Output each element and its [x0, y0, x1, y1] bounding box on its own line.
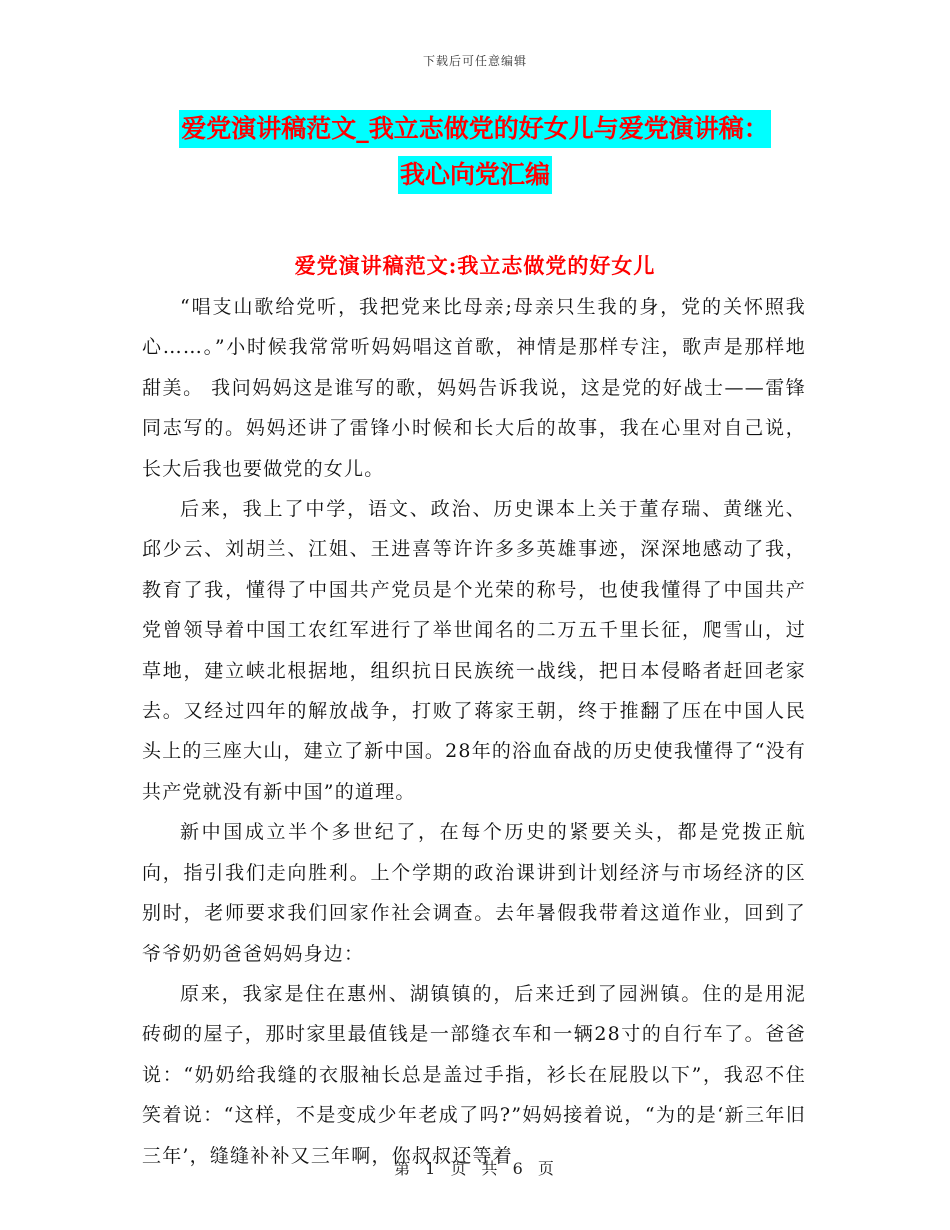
document-title-line-2: 我心向党汇编	[398, 156, 552, 194]
paragraph: “唱支山歌给党听，我把党来比母亲;母亲只生我的身，党的关怀照我心……。”小时候我常常听妈妈唱这首歌，神情是那样专注，歌声是那样地甜美。 我问妈妈这是谁写的歌，妈妈告诉我说，这是党的好战士——雷锋同志写的。妈妈还讲了雷锋小时候和长大后的故事，我在心里对自己说，长大后我也要做党的女儿。	[142, 296, 806, 480]
section-title: 爱党演讲稿范文:我立志做党的好女儿	[294, 253, 656, 278]
page-footer: 第 1 页 共 6 页	[394, 1159, 556, 1178]
paragraph: 后来，我上了中学，语文、政治、历史课本上关于董存瑞、黄继光、邱少云、刘胡兰、江姐、王进喜等许许多多英雄事迹，深深地感动了我，教育了我，懂得了中国共产党员是个光荣的称号，也使我懂得了中国共产党曾领导着中国工农红军进行了举世闻名的二万五千里长征，爬雪山，过草地，建立峡北根据地，组织抗日民族统一战线，把日本侵略者赶回老家去。又经过四年的解放战争，打败了蒋家王朝，终于推翻了压在中国人民头上的三座大山，建立了新中国。28年的浴血奋战的历史使我懂得了“没有共产党就没有新中国”的道理。	[142, 498, 806, 803]
page-header-note: 下载后可任意编辑	[422, 54, 527, 68]
document-title	[0, 110, 950, 202]
paragraph: 原来，我家是住在惠州、湖镇镇的，后来迁到了园洲镇。住的是用泥砖砌的屋子，那时家里最值钱是一部缝衣车和一辆28寸的自行车了。爸爸说：“奶奶给我缝的衣服袖长总是盖过手指，衫长在屁股以下”，我忍不住笑着说：“这样，不是变成少年老成了吗?”妈妈接着说，“为的是‘新三年旧三年’，缝缝补补又三年啊，你叔叔还等着	[142, 982, 806, 1167]
paragraph: 新中国成立半个多世纪了，在每个历史的紧要关头，都是党拨正航向，指引我们走向胜利。上个学期的政治课讲到计划经济与市场经济的区别时，老师要求我们回家作社会调查。去年暑假我带着这道作业，回到了爷爷奶奶爸爸妈妈身边：	[142, 821, 806, 965]
body-text	[142, 287, 806, 1176]
document-title-line-1: 爱党演讲稿范文_我立志做党的好女儿与爱党演讲稿：	[179, 110, 771, 148]
